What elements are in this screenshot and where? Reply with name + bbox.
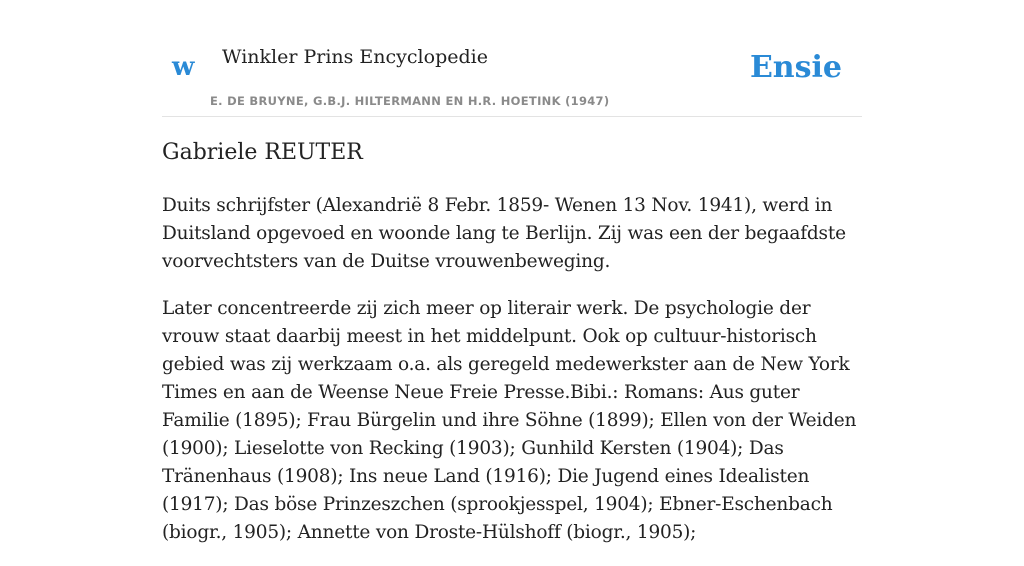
- article-body: [162, 192, 862, 566]
- article-title: Gabriele REUTER: [162, 140, 363, 165]
- publication-title[interactable]: Winkler Prins Encyclopedie: [222, 46, 488, 68]
- article-paragraph: Duits schrijfster (Alexandrië 8 Febr. 1859- Wenen 13 Nov. 1941), werd in Duitsland opgevoed en woonde lang te Berlijn. Zij was een der begaafdste voorvechtsters van de Duitse vrouwenbeweging.: [162, 195, 846, 272]
- publication-authors: E. DE BRUYNE, G.B.J. HILTERMANN EN H.R. HOETINK (1947): [210, 94, 610, 108]
- site-header: [162, 0, 862, 117]
- article-paragraph: Later concentreerde zij zich meer op literair werk. De psychologie der vrouw staat daarbij meest in het middelpunt. Ook op cultuur-historisch gebied was zij werkzaam o.a. als geregeld medewerkster aan de New York Times en aan de Weense Neue Freie Presse.Bibi.: Romans: Aus guter Familie (1895); Frau Bürgelin und ihre Söhne (1899); Ellen von der Weiden (1900); Lieselotte von Recking (1903); Gunhild Kersten (1904); Das Tränenhaus (1908); Ins neue Land (1916); Die Jugend eines Idealisten (1917); Das böse Prinzeszchen (sprookjesspel, 1904); Ebner-Eschenbach (biogr., 1905); Annette von Droste-Hülshoff (biogr., 1905);: [162, 298, 857, 543]
- ensie-brand-logo[interactable]: Ensie: [749, 50, 842, 85]
- encyclopedia-logo[interactable]: w: [172, 52, 194, 82]
